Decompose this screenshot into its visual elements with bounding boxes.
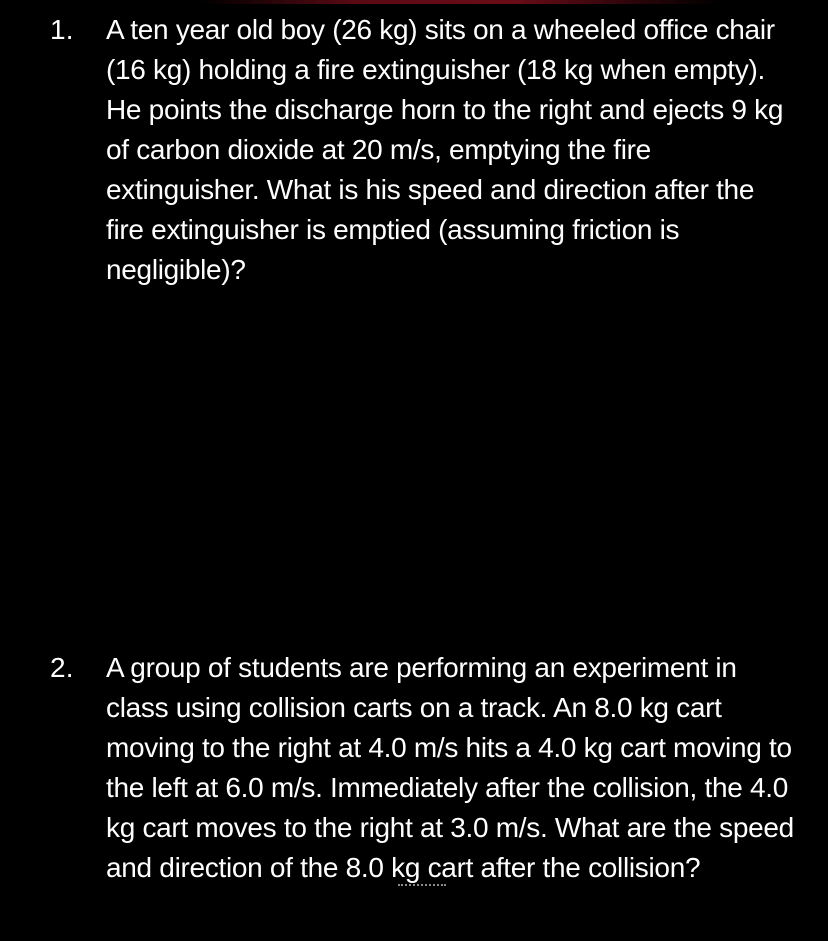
spellcheck-underline xyxy=(398,884,446,886)
question-number: 1. xyxy=(50,14,74,45)
top-accent-bar xyxy=(200,0,720,4)
question-text: A group of students are performing an experiment in class using collision carts on a track. An 8.0 kg cart moving to the right at 4.0 m/s hits a 4.0 kg cart moving to the left at 6.0 m/s. Immediately after the collision, the 4.0 kg cart moves to the right at 3.0 m/s. What are the speed and direction of the 8.0 kg cart after the collision? xyxy=(106,652,794,883)
question-text: A ten year old boy (26 kg) sits on a wheeled office chair (16 kg) holding a fire extinguisher (18 kg when empty). He points the discharge horn to the right and ejects 9 kg of carbon dioxide at 20 m/s, emptying the fire extinguisher. What is his speed and direction after the fire extinguisher is emptied (assuming friction is negligible)? xyxy=(106,14,784,285)
question-number: 2. xyxy=(50,652,74,683)
